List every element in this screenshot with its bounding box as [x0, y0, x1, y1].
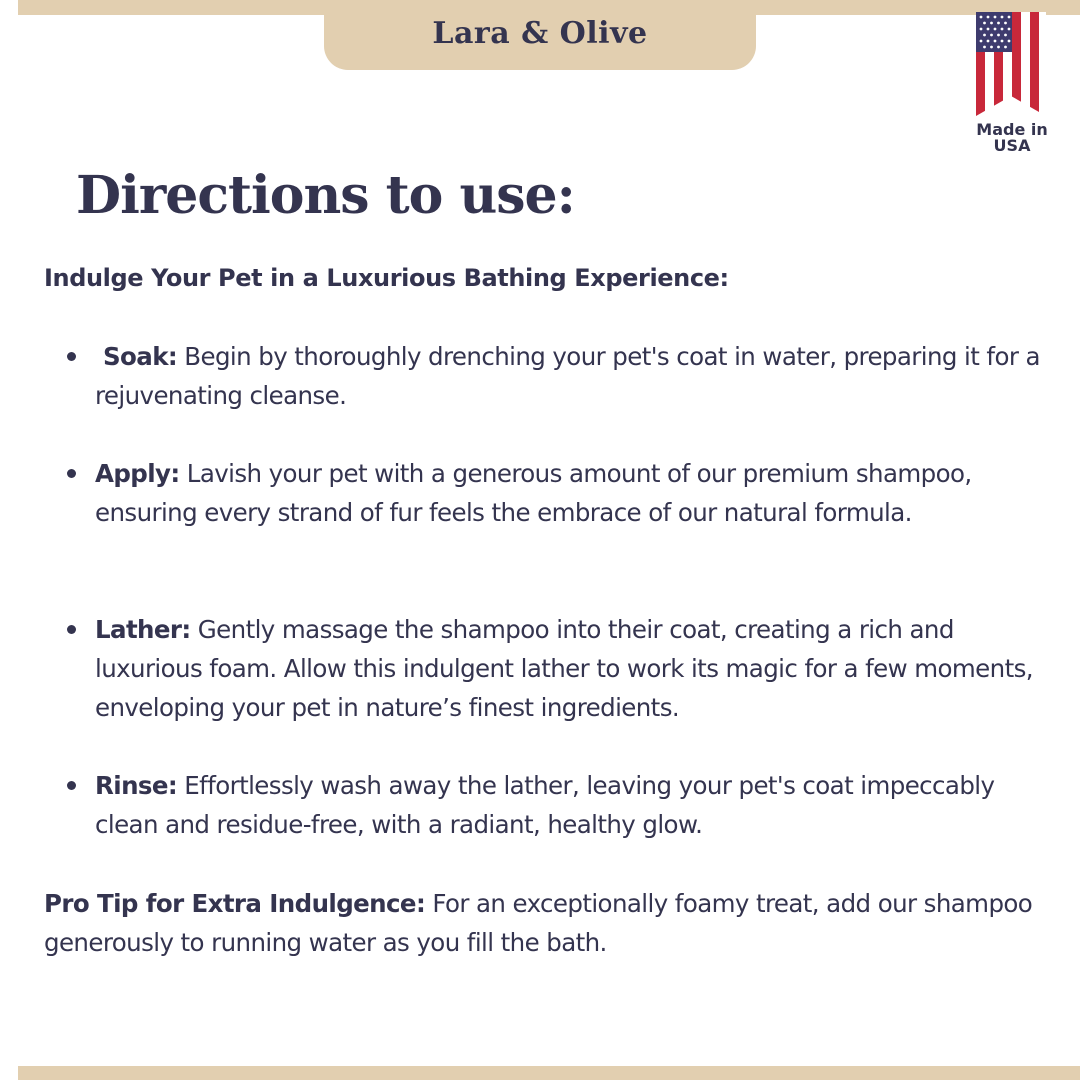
step-term: Soak: [103, 342, 178, 371]
step-term: Lather: [95, 615, 191, 644]
bullet-icon [67, 352, 76, 361]
step-text: Gently massage the shampoo into their coat, creating a rich and luxurious foam. Allow this indulgent lather to work its magic for a few moments, enveloping your pet in nature’s finest ingredients. [95, 615, 1033, 722]
step-text: Lavish your pet with a generous amount of our premium shampoo, ensuring every strand of fur feels the embrace of our natural formula. [95, 459, 972, 527]
step-text: Effortlessly wash away the lather, leaving your pet's coat impeccably clean and residue-free, with a radiant, healthy glow. [95, 771, 995, 839]
list-item-soak [95, 337, 1045, 415]
bullet-icon [67, 625, 76, 634]
usa-label: USA [993, 136, 1031, 155]
bottom-decor-band [18, 1066, 1080, 1080]
page-title: Directions to use: [76, 165, 575, 226]
step-term: Rinse: [95, 771, 178, 800]
bullet-icon [67, 469, 76, 478]
intro-heading: Indulge Your Pet in a Luxurious Bathing Experience: [44, 264, 729, 292]
bullet-icon [67, 781, 76, 790]
pro-tip-text: For an exceptionally foamy treat, add our shampoo generously to running water as you fill the bath. [44, 889, 1033, 957]
list-item-lather [95, 610, 1045, 727]
list-item-rinse [95, 766, 1045, 844]
pro-tip [44, 884, 1044, 962]
step-text: Begin by thoroughly drenching your pet's coat in water, preparing it for a rejuvenating cleanse. [95, 342, 1040, 410]
step-term: Apply: [95, 459, 180, 488]
brand-logo-text: Lara & Olive [432, 15, 648, 51]
made-in-label: Made in [976, 120, 1048, 139]
pro-tip-term: Pro Tip for Extra Indulgence: [44, 889, 426, 918]
list-item-apply [95, 454, 1045, 532]
